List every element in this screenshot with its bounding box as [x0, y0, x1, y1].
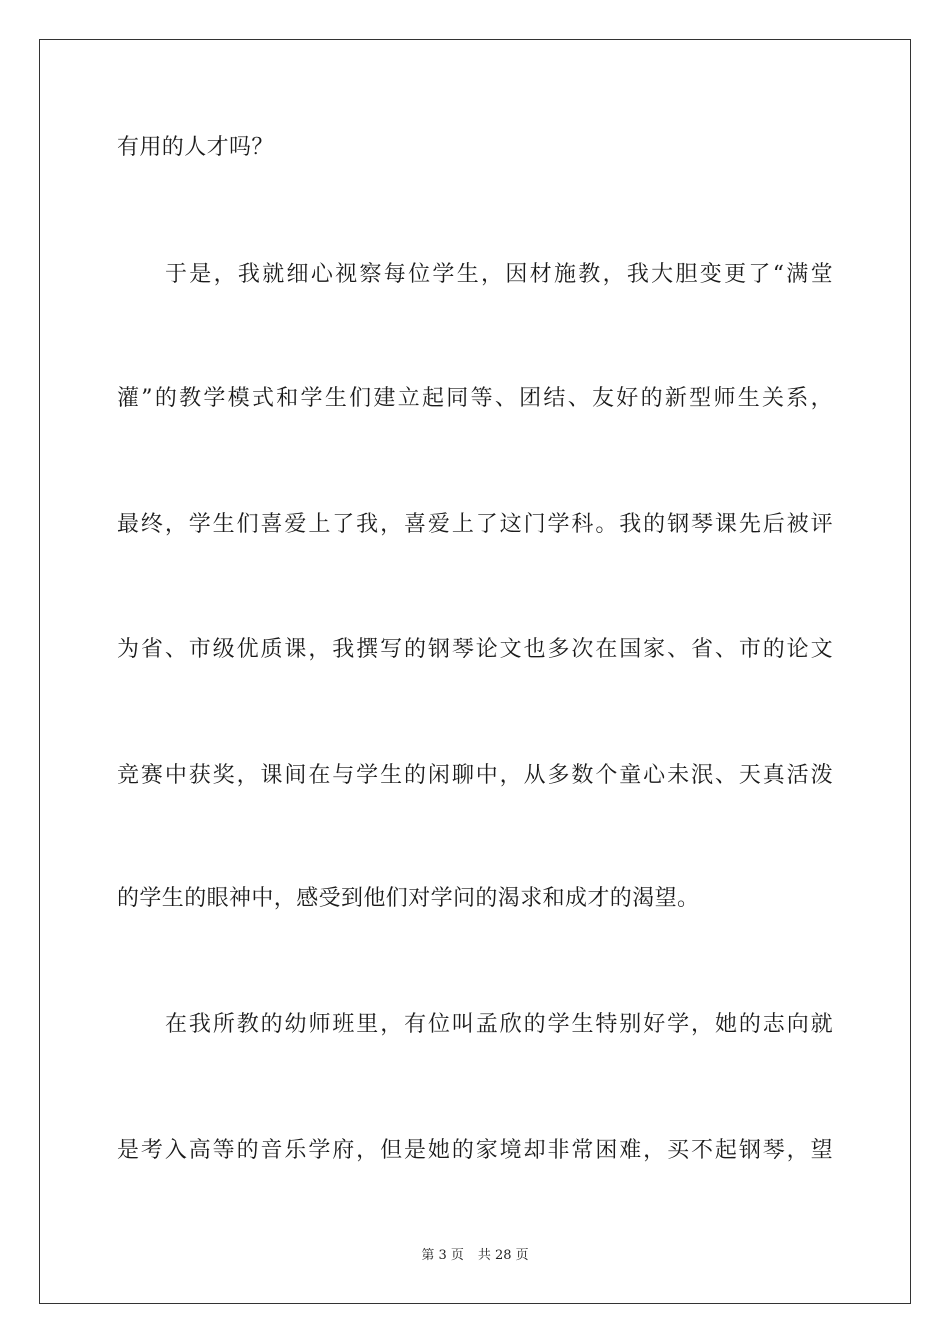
text-line-3: 灌”的教学模式和学生们建立起同等、团结、友好的新型师生关系， — [117, 386, 833, 411]
text-line-8: 在我所教的幼师班里，有位叫孟欣的学生特别好学，她的志向就 — [165, 1012, 833, 1037]
page-number: 第 3 页 — [421, 1248, 464, 1263]
text-line-6: 竞赛中获奖，课间在与学生的闲聊中，从多数个童心未泯、天真活泼 — [117, 763, 833, 788]
text-line-2: 于是，我就细心视察每位学生，因材施教，我大胆变更了“满堂 — [165, 262, 833, 287]
page-footer — [0, 1247, 950, 1265]
text-line-4: 最终，学生们喜爱上了我，喜爱上了这门学科。我的钢琴课先后被评 — [117, 512, 833, 537]
page-border — [39, 39, 911, 1304]
page-total: 共 28 页 — [477, 1248, 529, 1263]
text-line-7: 的学生的眼神中，感受到他们对学问的渴求和成才的渴望。 — [117, 886, 700, 911]
text-line-9: 是考入高等的音乐学府，但是她的家境却非常困难，买不起钢琴，望 — [117, 1138, 833, 1163]
text-line-5: 为省、市级优质课，我撰写的钢琴论文也多次在国家、省、市的论文 — [117, 637, 833, 662]
text-line-1: 有用的人才吗？ — [117, 135, 274, 160]
